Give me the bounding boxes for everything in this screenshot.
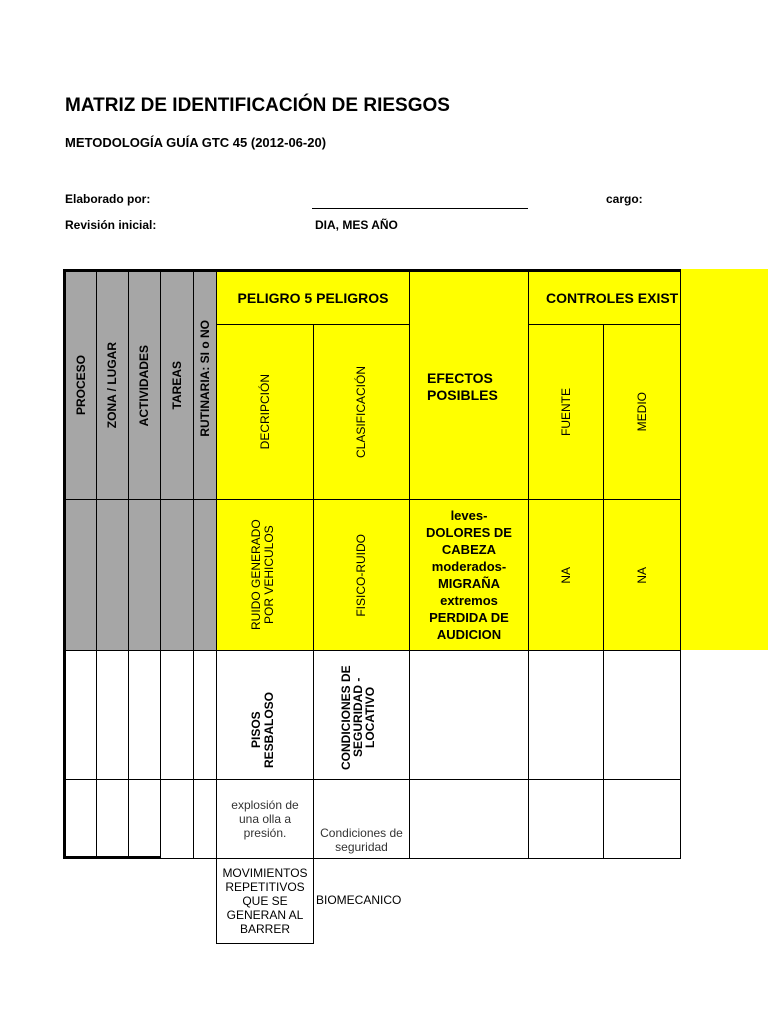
row3-descripcion (216, 779, 314, 859)
row3-medio (603, 779, 681, 859)
page-title: MATRIZ DE IDENTIFICACIÓN DE RIESGOS (65, 95, 450, 116)
efecto-line: PERDIDA DE (429, 610, 509, 625)
header-proceso-label: PROCESO (73, 355, 88, 416)
elaborado-line (312, 208, 528, 209)
header-controles-label: CONTROLES EXIST (546, 290, 679, 306)
row3-descripcion-text: explosión de una olla a presión. (231, 798, 299, 840)
row1-zona (96, 499, 129, 651)
header-rutinaria (193, 269, 217, 500)
header-efectos-label: EFECTOS POSIBLES (427, 370, 498, 403)
header-zona-label: ZONA / LUGAR (105, 342, 120, 429)
row1-fuente (528, 499, 604, 651)
row1-actividades (128, 499, 161, 651)
yellow-overflow-band (680, 269, 768, 650)
header-medio-label: MEDIO (634, 392, 649, 432)
header-tareas (160, 269, 194, 500)
header-medio (603, 324, 681, 500)
row3-actividades (128, 779, 161, 859)
header-tareas-label: TAREAS (169, 361, 184, 410)
header-controles-group (528, 269, 681, 325)
row4-clasificacion-text: BIOMECANICO (316, 893, 402, 907)
row1-proceso (63, 499, 97, 651)
row3-fuente (528, 779, 604, 859)
row3-rutinaria (193, 779, 217, 859)
efecto-line: DOLORES DE (426, 525, 512, 540)
row2-proceso (63, 650, 97, 780)
row1-efectos (409, 499, 529, 651)
header-actividades-label: ACTIVIDADES (137, 344, 152, 427)
header-proceso (63, 269, 97, 500)
row3-efectos (409, 779, 529, 859)
header-peligro-group (216, 269, 410, 325)
efecto-line: extremos (440, 593, 498, 608)
row1-medio (603, 499, 681, 651)
row1-descripcion (216, 499, 314, 651)
row2-tareas (160, 650, 194, 780)
row3-clasificacion (313, 779, 410, 859)
row2-medio (603, 650, 681, 780)
efecto-line: moderados- (431, 559, 507, 574)
row1-fuente-text: NA (558, 566, 573, 584)
efecto-line: AUDICION (436, 627, 502, 642)
row2-descripcion-text: PISOS RESBALOSO (249, 692, 276, 769)
header-clasificacion-label: CLASIFICACIÓN (354, 365, 369, 458)
header-efectos (409, 269, 529, 500)
row3-zona (96, 779, 129, 859)
row1-medio-text: NA (634, 566, 649, 584)
row2-fuente (528, 650, 604, 780)
row2-efectos (409, 650, 529, 780)
header-descripcion (216, 324, 314, 500)
row2-zona (96, 650, 129, 780)
efecto-line: MIGRAÑA (437, 576, 501, 591)
revision-label: Revisión inicial: (65, 218, 157, 232)
row4-descripcion (216, 858, 314, 944)
header-zona (96, 269, 129, 500)
header-descripcion-label: DECRIPCIÓN (257, 374, 272, 450)
row3-tareas (160, 779, 194, 859)
elaborado-label: Elaborado por: (65, 192, 151, 206)
row2-rutinaria (193, 650, 217, 780)
row1-clasificacion-text: FISICO-RUIDO (354, 533, 369, 617)
row2-actividades (128, 650, 161, 780)
row3-clasificacion-text: Condiciones de seguridad (320, 826, 403, 854)
row1-descripcion-text: RUIDO GENERADO POR VEHICULOS (249, 519, 276, 631)
row1-tareas (160, 499, 194, 651)
header-clasificacion (313, 324, 410, 500)
header-actividades (128, 269, 161, 500)
header-peligro-label: PELIGRO 5 PELIGROS (237, 290, 389, 306)
row3-proceso (63, 779, 97, 859)
header-rutinaria-label: RUTINARIA: SI o NO (197, 320, 212, 437)
methodology-subtitle: METODOLOGÍA GUÍA GTC 45 (2012-06-20) (65, 135, 327, 150)
row1-rutinaria (193, 499, 217, 651)
row2-clasificacion-text: CONDICIONES DE SEGURIDAD - LOCATIVO (338, 665, 377, 770)
cargo-label: cargo: (606, 192, 643, 206)
revision-value: DIA, MES AÑO (315, 218, 398, 232)
efecto-line: CABEZA (441, 542, 497, 557)
row2-clasificacion (313, 650, 410, 780)
row1-clasificacion (313, 499, 410, 651)
header-fuente (528, 324, 604, 500)
row2-descripcion (216, 650, 314, 780)
efecto-line: leves- (450, 508, 488, 523)
row4-descripcion-text: MOVIMIENTOS REPETITIVOS QUE SE GENERAN AL BARRER (222, 866, 308, 936)
header-fuente-label: FUENTE (558, 388, 573, 436)
